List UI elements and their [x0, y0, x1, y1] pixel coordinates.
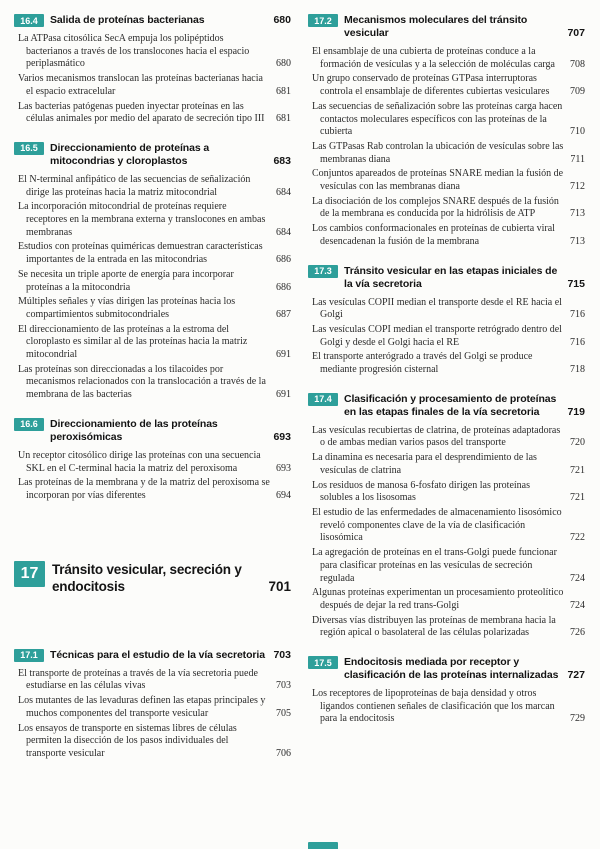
toc-entry-text: Las vesículas recubiertas de clatrina, de proteínas adaptadoras o de ambas median varios pasos del transporte — [312, 424, 561, 449]
toc-entry — [14, 668, 291, 693]
toc-column-right — [308, 14, 585, 849]
toc-entry-page: 716 — [570, 309, 585, 321]
section-header — [14, 14, 291, 27]
toc-entry-text: Los residuos de manosa 6-fosfato dirigen las proteínas solubles a los lisosomas — [312, 479, 531, 504]
toc-entry — [308, 168, 585, 193]
toc-entry — [308, 587, 585, 612]
toc-entry-page: 726 — [570, 627, 585, 639]
section-page-number: 727 — [567, 669, 585, 682]
toc-entry-text: El N-terminal anfipático de las secuencias de señalización dirige las proteínas hacia la matriz mitocondrial — [18, 173, 251, 198]
section-number-badge: 17.1 — [14, 649, 44, 662]
toc-entry-page: 694 — [276, 489, 291, 501]
toc-entry-text: El ensamblaje de una cubierta de proteínas conduce a la formación de vesículas y a la selección de moléculas carga — [312, 46, 555, 70]
section-title: Tránsito vesicular en las etapas iniciales de la vía secretoria — [344, 264, 558, 290]
section-header — [14, 142, 291, 168]
section-header — [308, 393, 585, 419]
toc-entry-text: La disociación de los complejos SNARE después de la fusión de la membrana es conducida por la hidrólisis de ATP — [312, 195, 559, 220]
toc-entry — [14, 324, 291, 362]
toc-entry — [14, 296, 291, 321]
toc-entry-page: 720 — [570, 437, 585, 449]
section-header — [308, 656, 585, 682]
section-page-number: 707 — [567, 27, 585, 39]
toc-entry-text: El transporte anterógrado a través del Golgi se produce mediante progresión cisternal — [312, 351, 533, 376]
section-header — [14, 649, 291, 662]
section-title: Direccionamiento de las proteínas peroxisómicas — [50, 417, 218, 443]
toc-entry-page: 681 — [276, 85, 291, 97]
toc-entry-page: 718 — [570, 364, 585, 376]
toc-entry — [308, 480, 585, 505]
toc-entry-text: Múltiples señales y vías dirigen las proteínas hacia los compartimientos submitocondriales — [18, 296, 236, 320]
section-number-badge: 16.5 — [14, 142, 44, 155]
section-number-badge: 17.5 — [308, 656, 338, 669]
section-header — [308, 265, 585, 291]
toc-entry-page: 681 — [276, 113, 291, 125]
toc-entry-text: Las vesículas COPI median el transporte retrógrado dentro del Golgi y desde el Golgi hacia el RE — [312, 323, 562, 348]
toc-entry-page: 686 — [276, 281, 291, 293]
toc-entry — [14, 695, 291, 720]
toc-entry-text: Los mutantes de las levaduras definen las etapas principales y muchos componentes del transporte vesicular — [18, 695, 266, 719]
section-title: Clasificación y procesamiento de proteínas en las etapas finales de la vía secretoria — [344, 392, 557, 418]
section-page-number: 703 — [273, 648, 291, 661]
toc-entry-page: 712 — [570, 181, 585, 193]
toc-entry-text: La incorporación mitocondrial de proteínas requiere receptores en la membrana externa y translocones en ambas membranas — [18, 201, 266, 238]
toc-entry — [308, 425, 585, 450]
section-badge-partial-cutoff — [308, 842, 338, 849]
toc-entry-page: 713 — [570, 208, 585, 220]
toc-entry-text: Las GTPasas Rab controlan la ubicación de vesículas sobre las membranas diana — [312, 140, 564, 165]
toc-entry — [14, 269, 291, 294]
toc-entry — [308, 196, 585, 221]
section-number-badge: 17.2 — [308, 14, 338, 27]
toc-entry — [308, 141, 585, 166]
toc-entry — [308, 101, 585, 139]
section-title: Direccionamiento de proteínas a mitocondrias y cloroplastos — [50, 141, 210, 167]
toc-entry — [308, 351, 585, 376]
toc-entry-page: 721 — [570, 464, 585, 476]
toc-entry-text: Las vesículas COPII median el transporte desde el RE hacia el Golgi — [312, 296, 562, 321]
chapter-title: Tránsito vesicular, secreción y endocitosis — [52, 561, 242, 594]
section-header — [308, 14, 585, 40]
toc-entry-page: 713 — [570, 235, 585, 247]
toc-entry-page: 716 — [570, 336, 585, 348]
section-title: Mecanismos moleculares del tránsito vesicular — [344, 14, 528, 39]
toc-entry-page: 684 — [276, 226, 291, 238]
toc-entry-page: 724 — [570, 572, 585, 584]
toc-entry — [14, 723, 291, 761]
toc-entry — [14, 73, 291, 98]
toc-columns — [14, 14, 585, 849]
toc-entry-page: 680 — [276, 58, 291, 70]
section-page-number: 693 — [273, 430, 291, 443]
section-page-number: 680 — [273, 14, 291, 26]
toc-entry — [308, 46, 585, 71]
toc-entry-page: 705 — [276, 707, 291, 719]
toc-entry-text: Diversas vías distribuyen las proteínas de membrana hacia la región apical o basolateral de las células polarizadas — [312, 614, 556, 639]
toc-entry — [308, 452, 585, 477]
toc-entry-text: Los ensayos de transporte en sistemas libres de células permiten la disección de los pasos individuales del transporte vesicular — [18, 722, 237, 759]
toc-entry-text: El transporte de proteínas a través de la vía secretoria puede estudiarse en las células vivas — [18, 667, 258, 692]
toc-entry-page: 710 — [570, 126, 585, 138]
toc-entry-page: 691 — [276, 349, 291, 361]
toc-entry — [14, 450, 291, 475]
section-page-number: 719 — [567, 405, 585, 418]
toc-entry — [308, 73, 585, 98]
toc-entry — [308, 507, 585, 545]
section-number-badge: 17.4 — [308, 393, 338, 406]
toc-entry — [14, 241, 291, 266]
toc-entry-page: 709 — [570, 86, 585, 98]
toc-entry-text: Los receptores de lipoproteínas de baja densidad y otros ligandos contienen señales de clasificación que los marcan para la endocitosis — [312, 688, 555, 725]
toc-entry-page: 684 — [276, 186, 291, 198]
toc-entry-text: Los cambios conformacionales en proteínas de cubierta viral desencadenan la fusión de la membrana — [312, 223, 555, 247]
toc-entry-page: 686 — [276, 254, 291, 266]
toc-entry-text: El estudio de las enfermedades de almacenamiento lisosómico reveló componentes clave de la vía de clasificación lisosómica — [312, 506, 562, 544]
section-title: Salida de proteínas bacterianas — [50, 14, 205, 26]
toc-entry-text: Las secuencias de señalización sobre las proteínas carga hacen contactos moleculares específicos con las proteínas de la cubierta — [312, 100, 563, 138]
toc-entry-text: Algunas proteínas experimentan un procesamiento proteolítico después de dejar la red trans-Golgi — [312, 587, 564, 611]
section-title: Endocitosis mediada por receptor y clasificación de las proteínas internalizadas — [344, 656, 559, 682]
toc-entry — [308, 547, 585, 585]
toc-column-left — [14, 14, 291, 849]
chapter-header — [14, 561, 291, 595]
section-header — [14, 418, 291, 444]
toc-entry — [308, 223, 585, 248]
section-page-number: 715 — [567, 277, 585, 290]
toc-entry-text: El direccionamiento de las proteínas a la estroma del cloroplasto es similar al de las proteínas hacia la matriz mitocondrial — [18, 323, 248, 361]
toc-entry-page: 691 — [276, 389, 291, 401]
toc-entry-page: 687 — [276, 308, 291, 320]
section-number-badge: 16.4 — [14, 14, 44, 27]
toc-entry — [14, 201, 291, 239]
toc-entry — [308, 688, 585, 726]
toc-entry-page: 724 — [570, 599, 585, 611]
toc-entry-text: La dinamina es necesaria para el desprendimiento de las vesículas de clatrina — [312, 452, 537, 476]
toc-entry-page: 708 — [570, 58, 585, 70]
section-title: Técnicas para el estudio de la vía secretoria — [50, 648, 265, 661]
toc-entry-text: Las proteínas de la membrana y de la matriz del peroxisoma se incorporan por vías diferentes — [18, 477, 270, 501]
toc-entry — [14, 174, 291, 199]
toc-entry — [308, 324, 585, 349]
toc-entry — [14, 101, 291, 126]
toc-entry-page: 693 — [276, 462, 291, 474]
toc-entry-text: Varios mecanismos translocan las proteínas bacterianas hacia el espacio extracelular — [18, 73, 263, 97]
toc-entry-page: 703 — [276, 680, 291, 692]
toc-entry-text: Las proteínas son direccionadas a los tilacoides por mecanismos relacionados con la translocación a través de la membrana de las bacterias — [18, 363, 266, 401]
toc-entry — [14, 364, 291, 402]
chapter-number-badge: 17 — [14, 561, 45, 587]
toc-entry-page: 721 — [570, 492, 585, 504]
toc-entry-text: Un grupo conservado de proteínas GTPasa interruptoras controla el ensamblaje de diferentes cubiertas vesiculares — [312, 73, 550, 98]
toc-entry-page: 711 — [570, 153, 585, 165]
toc-entry-text: Un receptor citosólico dirige las proteínas con una secuencia SKL en el C-terminal hacia la matriz del peroxisoma — [18, 449, 261, 474]
toc-entry — [14, 477, 291, 502]
toc-entry-text: Conjuntos apareados de proteínas SNARE median la fusión de vesículas con las membranas diana — [312, 168, 564, 193]
toc-entry-text: Las bacterias patógenas pueden inyectar proteínas en las células animales por medio del aparato de secreción tipo III — [18, 100, 265, 125]
toc-entry — [14, 33, 291, 71]
section-number-badge: 16.6 — [14, 418, 44, 431]
toc-entry-page: 722 — [570, 532, 585, 544]
toc-entry-text: La agregación de proteínas en el trans-Golgi puede funcionar para clasificar proteínas en las vesículas de secreción regulada — [312, 547, 557, 584]
section-page-number: 683 — [273, 154, 291, 167]
chapter-page-number: 701 — [268, 578, 291, 594]
section-number-badge: 17.3 — [308, 265, 338, 278]
toc-entry-text: La ATPasa citosólica SecA empuja los polipéptidos bacterianos a través de los translocones hacia el espacio periplasmático — [18, 33, 250, 70]
toc-entry-text: Se necesita un triple aporte de energía para incorporar proteínas a la mitocondria — [18, 268, 234, 293]
toc-entry-page: 706 — [276, 747, 291, 759]
toc-entry — [308, 297, 585, 322]
toc-entry — [308, 615, 585, 640]
toc-entry-text: Estudios con proteínas quiméricas demuestran características importantes de la entrada en las mitocondrias — [18, 241, 263, 266]
toc-entry-page: 729 — [570, 713, 585, 725]
